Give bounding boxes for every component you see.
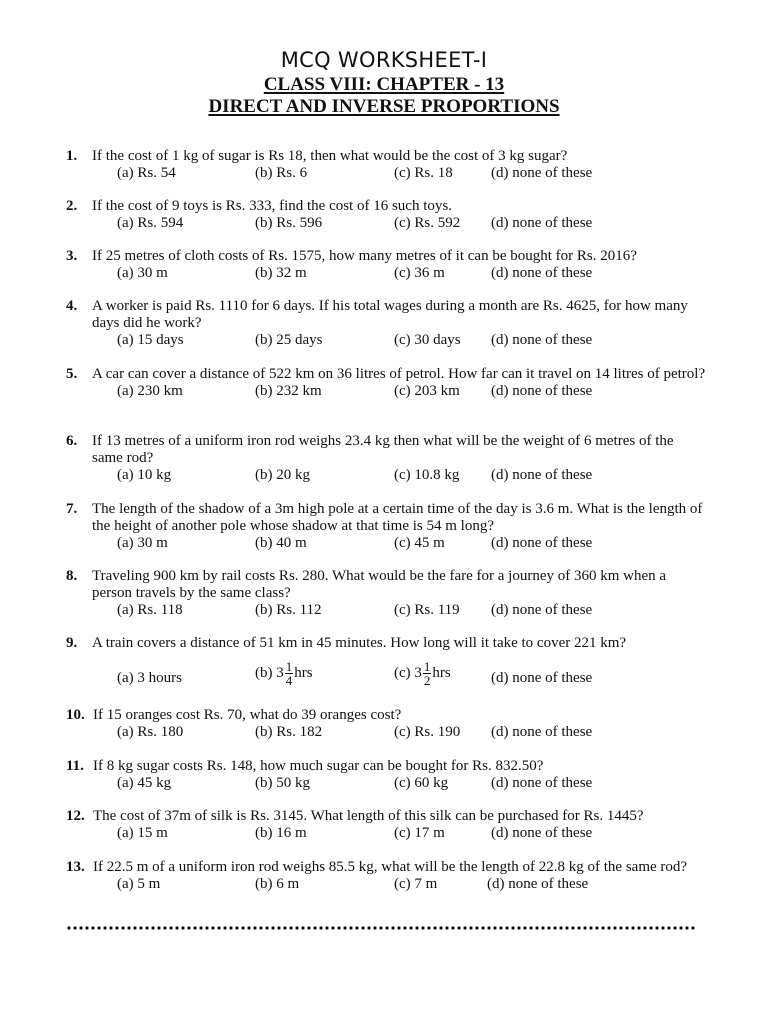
- option-a: (a) 5 m: [117, 876, 161, 892]
- option-c: (c) Rs. 592: [394, 215, 461, 231]
- option-b: (b) Rs. 596: [255, 215, 323, 231]
- option-b: (b) 50 kg: [255, 775, 310, 791]
- option-c: (c) 10.8 kg: [394, 467, 460, 483]
- option-b: (b) 32 m: [255, 265, 307, 281]
- question-item: [66, 298, 706, 350]
- question-number: 4.: [66, 298, 78, 314]
- option-c: (c) 7 m: [394, 876, 438, 892]
- fraction-one-half: [423, 660, 432, 687]
- option-c: (c) Rs. 18: [394, 165, 453, 181]
- option-b: (b) 40 m: [255, 535, 307, 551]
- question-text: If 25 metres of cloth costs of Rs. 1575, how many metres of it can be bought for Rs. 2016?: [92, 248, 637, 264]
- dotted-divider: [66, 926, 696, 930]
- question-number: 7.: [66, 501, 78, 517]
- fraction-denominator: 4: [285, 673, 293, 688]
- options-row: [66, 215, 706, 233]
- option-a: (a) 15 days: [117, 332, 184, 348]
- option-c: (c) 60 kg: [394, 775, 449, 791]
- options-row: [66, 165, 706, 183]
- question-item: [66, 808, 706, 843]
- option-b: (b) Rs. 112: [255, 602, 322, 618]
- question-text: Traveling 900 km by rail costs Rs. 280. What would be the fare for a journey of 360 km when a person travels by the same class?: [92, 568, 667, 601]
- option-d: (d) none of these: [491, 165, 593, 181]
- question-text: A worker is paid Rs. 1110 for 6 days. If his total wages during a month are Rs. 4625, for how many days did he work?: [92, 298, 688, 331]
- question-item: [66, 198, 706, 233]
- option-c: (c) 36 m: [394, 265, 445, 281]
- question-text: A train covers a distance of 51 km in 45 minutes. How long will it take to cover 221 km?: [92, 635, 627, 651]
- fraction-denominator: 2: [423, 673, 431, 688]
- question-number: 8.: [66, 568, 78, 584]
- question-number: 10.: [66, 707, 85, 723]
- option-a: (a) Rs. 118: [117, 602, 183, 618]
- option-b-whole: (b) 3: [255, 664, 284, 681]
- question-item: [66, 433, 706, 485]
- option-c: (c) 203 km: [394, 383, 460, 399]
- question-item: [66, 148, 706, 183]
- option-a: (a) 230 km: [117, 383, 183, 399]
- option-c-whole: (c) 3: [394, 664, 422, 681]
- option-b: (b) Rs. 182: [255, 724, 323, 740]
- option-a: (a) 3 hours: [117, 670, 182, 686]
- option-a: (a) 30 m: [117, 535, 168, 551]
- option-d: (d) none of these: [491, 670, 593, 686]
- option-d: (d) none of these: [491, 215, 593, 231]
- options-row: [66, 660, 706, 694]
- question-text: If 15 oranges cost Rs. 70, what do 39 oranges cost?: [93, 707, 402, 723]
- option-b: (b) 25 days: [255, 332, 323, 348]
- options-row: [66, 876, 706, 894]
- options-row: [66, 467, 706, 485]
- fraction-one-quarter: [285, 660, 294, 687]
- fraction-numerator: 1: [285, 659, 293, 674]
- option-d: (d) none of these: [491, 332, 593, 348]
- option-a: (a) Rs. 594: [117, 215, 184, 231]
- options-row: [66, 535, 706, 553]
- options-row: [66, 332, 706, 350]
- question-text: The cost of 37m of silk is Rs. 3145. What length of this silk can be purchased for Rs. 1445?: [93, 808, 644, 824]
- question-number: 13.: [66, 859, 85, 875]
- option-c: [394, 660, 451, 687]
- option-d: (d) none of these: [491, 467, 593, 483]
- question-text: A car can cover a distance of 522 km on 36 litres of petrol. How far can it travel on 14 litres of petrol?: [92, 366, 706, 382]
- question-text: The length of the shadow of a 3m high pole at a certain time of the day is 3.6 m. What is the length of the height of another pole whose shadow at that time is 54 m long?: [92, 501, 703, 534]
- option-b: [255, 660, 313, 687]
- question-text: If the cost of 1 kg of sugar is Rs 18, then what would be the cost of 3 kg sugar?: [92, 148, 568, 164]
- question-item: [66, 707, 706, 742]
- option-d: (d) none of these: [491, 265, 593, 281]
- option-a: (a) Rs. 54: [117, 165, 176, 181]
- option-b: (b) 232 km: [255, 383, 322, 399]
- question-number: 9.: [66, 635, 78, 651]
- option-b: (b) Rs. 6: [255, 165, 308, 181]
- option-d: (d) none of these: [491, 602, 593, 618]
- class-chapter-heading: CLASS VIII: CHAPTER - 13: [263, 74, 505, 95]
- question-number: 1.: [66, 148, 78, 164]
- question-item: [66, 501, 706, 553]
- question-text: If the cost of 9 toys is Rs. 333, find the cost of 16 such toys.: [92, 198, 452, 214]
- option-c: (c) Rs. 119: [394, 602, 460, 618]
- question-number: 5.: [66, 366, 78, 382]
- question-text: If 13 metres of a uniform iron rod weighs 23.4 kg then what will be the weight of 6 metres of the same rod?: [92, 433, 674, 466]
- question-number: 6.: [66, 433, 78, 449]
- option-d: (d) none of these: [491, 535, 593, 551]
- option-c: (c) Rs. 190: [394, 724, 461, 740]
- options-row: [66, 825, 706, 843]
- option-b: (b) 20 kg: [255, 467, 310, 483]
- question-item: [66, 568, 706, 620]
- option-a: (a) 45 kg: [117, 775, 172, 791]
- question-number: 12.: [66, 808, 85, 824]
- options-row: [66, 775, 706, 793]
- option-d: (d) none of these: [491, 775, 593, 791]
- option-a: (a) 10 kg: [117, 467, 172, 483]
- option-b: (b) 16 m: [255, 825, 307, 841]
- question-item: [66, 635, 706, 694]
- question-text: If 22.5 m of a uniform iron rod weighs 85.5 kg, what will be the length of 22.8 kg of the same rod?: [93, 859, 688, 875]
- option-c: (c) 17 m: [394, 825, 445, 841]
- question-number: 2.: [66, 198, 78, 214]
- option-a: (a) 15 m: [117, 825, 168, 841]
- question-item: [66, 248, 706, 283]
- option-b-unit: hrs: [294, 664, 313, 681]
- question-item: [66, 758, 706, 793]
- options-row: [66, 724, 706, 742]
- option-d: (d) none of these: [487, 876, 589, 892]
- options-row: [66, 383, 706, 401]
- option-b: (b) 6 m: [255, 876, 300, 892]
- fraction-numerator: 1: [423, 659, 431, 674]
- question-text: If 8 kg sugar costs Rs. 148, how much sugar can be bought for Rs. 832.50?: [93, 758, 544, 774]
- question-number: 11.: [66, 758, 84, 774]
- option-d: (d) none of these: [491, 825, 593, 841]
- option-d: (d) none of these: [491, 724, 593, 740]
- options-row: [66, 602, 706, 620]
- question-item: [66, 366, 706, 401]
- worksheet-title: MCQ WORKSHEET-I: [280, 48, 488, 72]
- option-a: (a) 30 m: [117, 265, 168, 281]
- question-item: [66, 859, 706, 894]
- options-row: [66, 265, 706, 283]
- option-c: (c) 45 m: [394, 535, 445, 551]
- option-c: (c) 30 days: [394, 332, 461, 348]
- option-d: (d) none of these: [491, 383, 593, 399]
- option-c-unit: hrs: [432, 664, 451, 681]
- option-a: (a) Rs. 180: [117, 724, 184, 740]
- question-number: 3.: [66, 248, 78, 264]
- chapter-topic-heading: DIRECT AND INVERSE PROPORTIONS: [208, 96, 560, 117]
